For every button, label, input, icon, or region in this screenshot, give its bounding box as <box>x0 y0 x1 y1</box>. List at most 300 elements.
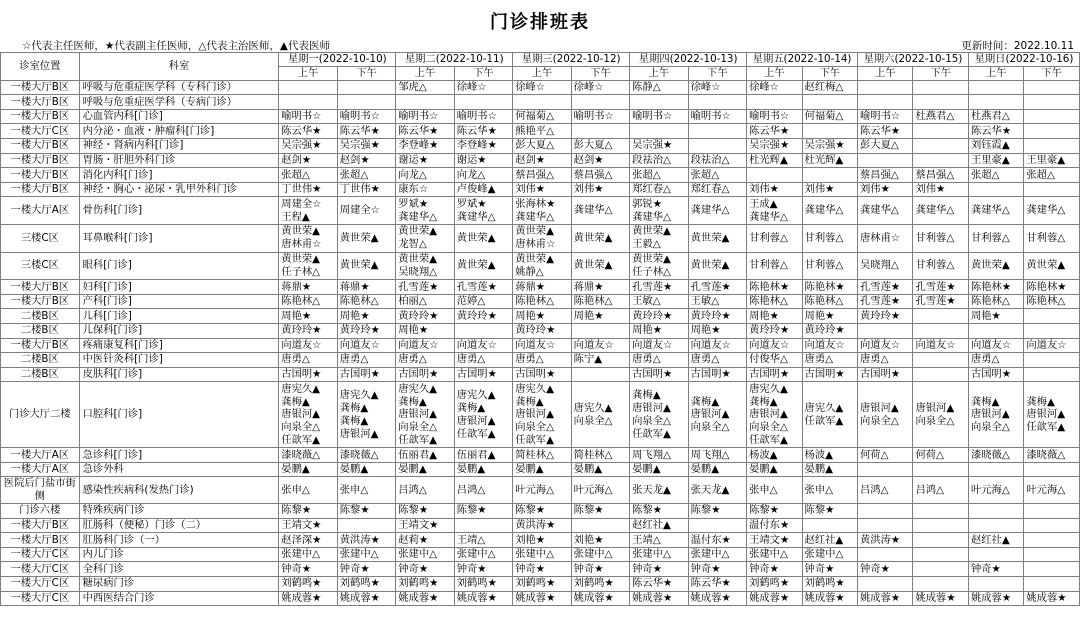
header-pm: 下午 <box>454 66 512 80</box>
doctor-name: 姚成蓉★ <box>804 592 845 605</box>
header-day: 星期二(2022-10-11) <box>396 53 513 67</box>
doctor-name: 向道友☆ <box>690 338 731 351</box>
am-shift-cell <box>858 280 913 295</box>
clinic-location: 二楼B区 <box>1 309 80 324</box>
am-shift-cell <box>630 280 688 295</box>
doctor-name: 古国明★ <box>281 368 322 381</box>
header-day: 星期四(2022-10-13) <box>630 53 747 67</box>
pm-shift-cell <box>802 448 857 463</box>
doctor-name: 何福菊△ <box>515 110 554 123</box>
doctor-name: 黄世荣▲ <box>970 259 1010 272</box>
pm-shift-cell <box>571 280 629 295</box>
doctor-name: 唐林甫☆ <box>515 238 556 251</box>
clinic-location: 门诊六楼 <box>1 504 80 519</box>
am-shift-cell <box>968 294 1023 309</box>
pm-shift-cell <box>337 224 395 252</box>
am-shift-cell <box>279 448 337 463</box>
doctor-name: 姚成蓉★ <box>1026 592 1067 605</box>
table-row <box>1 591 1080 606</box>
pm-shift-cell <box>454 577 512 592</box>
am-shift-cell <box>396 504 454 519</box>
header-am: 上午 <box>513 66 571 80</box>
doctor-name: 唐宪久▲ <box>398 382 438 395</box>
doctor-name: 唐林甫☆ <box>281 238 322 251</box>
header-pm: 下午 <box>1024 66 1080 80</box>
am-shift-cell <box>396 518 454 533</box>
pm-shift-cell <box>571 367 629 382</box>
doctor-name: 孔雪莲★ <box>456 280 497 293</box>
doctor-name: 陈宁▲ <box>573 353 603 366</box>
pm-shift-cell <box>802 353 857 368</box>
doctor-name: 刘鹤鸣★ <box>456 577 497 590</box>
pm-shift-cell <box>337 309 395 324</box>
department-name: 呼吸与危重症医学科（专病门诊） <box>79 95 279 110</box>
doctor-name: 吕鸿△ <box>860 483 889 496</box>
clinic-location: 一楼大厅A区 <box>1 197 80 225</box>
header-row-days <box>1 53 1080 67</box>
am-shift-cell <box>747 518 802 533</box>
doctor-name: 任子林△ <box>632 265 671 278</box>
doctor-name: 喻明书☆ <box>573 110 614 123</box>
header-pm: 下午 <box>802 66 857 80</box>
pm-shift-cell <box>913 462 968 477</box>
pm-shift-cell <box>688 124 746 139</box>
doctor-name: 吴宗强★ <box>632 139 673 152</box>
am-shift-cell <box>279 109 337 124</box>
pm-shift-cell <box>337 294 395 309</box>
am-shift-cell <box>513 533 571 548</box>
doctor-name: 姚成蓉★ <box>456 592 497 605</box>
am-shift-cell <box>968 533 1023 548</box>
am-shift-cell <box>513 153 571 168</box>
pm-shift-cell <box>688 182 746 197</box>
clinic-location: 一楼大厅C区 <box>1 591 80 606</box>
am-shift-cell <box>858 138 913 153</box>
doctor-name: 周飞翔△ <box>690 448 730 461</box>
pm-shift-cell <box>802 577 857 592</box>
am-shift-cell <box>968 547 1023 562</box>
doctor-name: 吴宗强★ <box>339 139 380 152</box>
am-shift-cell <box>630 182 688 197</box>
doctor-name: 向泉全△ <box>515 421 554 434</box>
pm-shift-cell <box>913 448 968 463</box>
pm-shift-cell <box>688 353 746 368</box>
am-shift-cell <box>630 504 688 519</box>
doctor-name: 钟奇★ <box>281 562 312 575</box>
doctor-name: 龚建华△ <box>860 204 899 217</box>
am-shift-cell <box>858 518 913 533</box>
doctor-name: 周艳★ <box>339 309 370 322</box>
doctor-name: 叶元海△ <box>573 483 613 496</box>
doctor-name: 唐银河▲ <box>515 408 554 421</box>
pm-shift-cell <box>1024 280 1080 295</box>
pm-shift-cell <box>454 309 512 324</box>
doctor-name: 钟奇★ <box>515 562 546 575</box>
pm-shift-cell <box>337 168 395 183</box>
doctor-name: 蒋鼎★ <box>573 280 604 293</box>
department-name: 中医针灸科[门诊] <box>79 353 279 368</box>
doctor-name: 吕鸿△ <box>915 483 944 496</box>
doctor-name: 张建中△ <box>690 548 730 561</box>
pm-shift-cell <box>913 504 968 519</box>
table-row <box>1 504 1080 519</box>
pm-shift-cell <box>571 504 629 519</box>
doctor-name: 古国明★ <box>515 368 556 381</box>
pm-shift-cell <box>571 138 629 153</box>
table-row <box>1 353 1080 368</box>
doctor-name: 刘艳★ <box>515 533 546 546</box>
am-shift-cell <box>747 382 802 448</box>
am-shift-cell <box>279 504 337 519</box>
doctor-name: 唐勇△ <box>398 353 427 366</box>
doctor-name: 张超△ <box>632 168 661 181</box>
am-shift-cell <box>396 280 454 295</box>
department-name: 儿保科[门诊] <box>79 323 279 338</box>
doctor-name: 唐宪久▲ <box>515 382 554 395</box>
doctor-name: 刘伟★ <box>749 183 779 196</box>
department-name: 疼痛康复科[门诊] <box>79 338 279 353</box>
am-shift-cell <box>630 382 688 448</box>
doctor-name: 刘伟★ <box>515 183 546 196</box>
department-name: 内儿门诊 <box>79 547 279 562</box>
doctor-name: 陈云华★ <box>456 124 497 137</box>
pm-shift-cell <box>802 323 857 338</box>
am-shift-cell <box>747 353 802 368</box>
am-shift-cell <box>396 338 454 353</box>
doctor-name: 任歆军▲ <box>804 414 844 427</box>
pm-shift-cell <box>571 462 629 477</box>
doctor-name: 漆晓薇△ <box>339 448 379 461</box>
legend-text: ☆代表主任医师，★代表副主任医师，△代表主治医师，▲代表医师 <box>22 40 330 52</box>
doctor-name: 晏鹏▲ <box>632 463 661 476</box>
pm-shift-cell <box>454 138 512 153</box>
am-shift-cell <box>279 309 337 324</box>
table-row <box>1 197 1080 225</box>
pm-shift-cell <box>913 168 968 183</box>
am-shift-cell <box>968 124 1023 139</box>
am-shift-cell <box>513 547 571 562</box>
am-shift-cell <box>858 153 913 168</box>
doctor-name: 赵剑★ <box>573 153 604 166</box>
pm-shift-cell <box>1024 309 1080 324</box>
doctor-name: 徐峰☆ <box>515 80 546 93</box>
pm-shift-cell <box>337 323 395 338</box>
doctor-name: 向道友☆ <box>573 338 614 351</box>
am-shift-cell <box>630 477 688 504</box>
doctor-name: 龚建华△ <box>804 204 844 217</box>
pm-shift-cell <box>913 323 968 338</box>
am-shift-cell <box>630 323 688 338</box>
doctor-name: 陈艳林△ <box>515 295 554 308</box>
doctor-name: 张天龙▲ <box>690 483 730 496</box>
pm-shift-cell <box>688 138 746 153</box>
doctor-name: 龚建华△ <box>1026 204 1066 217</box>
doctor-name: 张建中△ <box>398 548 438 561</box>
doctor-name: 张建中△ <box>804 548 844 561</box>
doctor-name: 唐勇△ <box>690 353 720 366</box>
pm-shift-cell <box>571 124 629 139</box>
am-shift-cell <box>968 353 1023 368</box>
doctor-name: 郑红春△ <box>690 183 730 196</box>
am-shift-cell <box>513 591 571 606</box>
schedule-table <box>0 52 1080 606</box>
doctor-name: 向道友☆ <box>632 338 673 351</box>
am-shift-cell <box>513 518 571 533</box>
pm-shift-cell <box>571 224 629 252</box>
doctor-name: 熊艳平△ <box>515 124 554 137</box>
doctor-name: 吕鸿△ <box>398 483 427 496</box>
doctor-name: 黄玲玲★ <box>339 324 380 337</box>
department-name: 口腔科[门诊] <box>79 382 279 448</box>
am-shift-cell <box>513 294 571 309</box>
doctor-name: 王敏△ <box>690 295 720 308</box>
doctor-name: 姚成蓉★ <box>398 592 439 605</box>
am-shift-cell <box>513 138 571 153</box>
clinic-location: 一楼大厅B区 <box>1 168 80 183</box>
clinic-location: 一楼大厅B区 <box>1 138 80 153</box>
am-shift-cell <box>747 309 802 324</box>
doctor-name: 姚成蓉★ <box>632 592 673 605</box>
doctor-name: 任歆军▲ <box>281 433 321 446</box>
pm-shift-cell <box>454 533 512 548</box>
doctor-name: 蒋鼎★ <box>339 280 370 293</box>
am-shift-cell <box>279 252 337 280</box>
pm-shift-cell <box>571 182 629 197</box>
doctor-name: 刘伟★ <box>860 183 890 196</box>
pm-shift-cell <box>454 294 512 309</box>
table-row <box>1 367 1080 382</box>
pm-shift-cell <box>454 168 512 183</box>
table-row <box>1 80 1080 95</box>
doctor-name: 张天龙▲ <box>632 483 671 496</box>
doctor-name: 赵剑★ <box>281 153 312 166</box>
pm-shift-cell <box>913 338 968 353</box>
pm-shift-cell <box>1024 353 1080 368</box>
pm-shift-cell <box>913 80 968 95</box>
doctor-name: 刘钰霞▲ <box>970 139 1010 152</box>
doctor-name: 喻明书☆ <box>281 110 322 123</box>
doctor-name: 唐银河▲ <box>915 401 955 414</box>
doctor-name: 龚梅▲ <box>339 401 369 414</box>
department-name: 产科[门诊] <box>79 294 279 309</box>
am-shift-cell <box>513 252 571 280</box>
pm-shift-cell <box>1024 518 1080 533</box>
doctor-name: 唐宪久▲ <box>749 382 788 395</box>
doctor-name: 陈黎★ <box>398 504 429 517</box>
department-name: 消化内科[门诊] <box>79 168 279 183</box>
am-shift-cell <box>513 477 571 504</box>
pm-shift-cell <box>913 109 968 124</box>
doctor-name: 向道友☆ <box>398 338 439 351</box>
doctor-name: 钟奇★ <box>804 562 835 575</box>
pm-shift-cell <box>337 353 395 368</box>
header-pm: 下午 <box>337 66 395 80</box>
doctor-name: 罗斌★ <box>398 197 429 210</box>
am-shift-cell <box>396 224 454 252</box>
pm-shift-cell <box>337 504 395 519</box>
doctor-name: 陈艳林★ <box>749 280 790 293</box>
am-shift-cell <box>968 562 1023 577</box>
header-location: 诊室位置 <box>1 53 80 81</box>
doctor-name: 钟奇★ <box>339 562 370 575</box>
pm-shift-cell <box>454 224 512 252</box>
department-name: 特殊疾病门诊 <box>79 504 279 519</box>
am-shift-cell <box>630 591 688 606</box>
doctor-name: 赵红社▲ <box>804 533 844 546</box>
am-shift-cell <box>747 577 802 592</box>
am-shift-cell <box>747 124 802 139</box>
pm-shift-cell <box>1024 124 1080 139</box>
am-shift-cell <box>968 80 1023 95</box>
am-shift-cell <box>513 448 571 463</box>
doctor-name: 姚成蓉★ <box>970 592 1012 605</box>
pm-shift-cell <box>1024 591 1080 606</box>
doctor-name: 黄世荣▲ <box>690 231 730 244</box>
table-row <box>1 562 1080 577</box>
table-row <box>1 518 1080 533</box>
doctor-name: 喻明书☆ <box>339 110 380 123</box>
am-shift-cell <box>858 367 913 382</box>
am-shift-cell <box>513 577 571 592</box>
am-shift-cell <box>968 153 1023 168</box>
pm-shift-cell <box>571 252 629 280</box>
am-shift-cell <box>513 280 571 295</box>
am-shift-cell <box>968 448 1023 463</box>
table-row <box>1 309 1080 324</box>
doctor-name: 甘利蓉△ <box>804 259 844 272</box>
pm-shift-cell <box>688 591 746 606</box>
pm-shift-cell <box>688 252 746 280</box>
pm-shift-cell <box>337 138 395 153</box>
pm-shift-cell <box>802 294 857 309</box>
doctor-name: 唐勇△ <box>456 353 486 366</box>
pm-shift-cell <box>802 80 857 95</box>
doctor-name: 吕鸿△ <box>456 483 486 496</box>
doctor-name: 黄世荣▲ <box>1026 259 1066 272</box>
pm-shift-cell <box>802 182 857 197</box>
pm-shift-cell <box>688 224 746 252</box>
am-shift-cell <box>396 138 454 153</box>
doctor-name: 陈艳林△ <box>970 295 1010 308</box>
doctor-name: 陈艳林△ <box>339 295 379 308</box>
pm-shift-cell <box>913 562 968 577</box>
clinic-location: 一楼大厅C区 <box>1 562 80 577</box>
doctor-name: 罗斌★ <box>456 197 487 210</box>
pm-shift-cell <box>337 477 395 504</box>
pm-shift-cell <box>802 109 857 124</box>
doctor-name: 赵莉★ <box>398 533 429 546</box>
pm-shift-cell <box>337 577 395 592</box>
am-shift-cell <box>858 294 913 309</box>
doctor-name: 陈艳林△ <box>749 295 788 308</box>
am-shift-cell <box>630 353 688 368</box>
doctor-name: 黄玲玲★ <box>515 324 556 337</box>
pm-shift-cell <box>688 477 746 504</box>
am-shift-cell <box>968 197 1023 225</box>
am-shift-cell <box>279 153 337 168</box>
doctor-name: 张申△ <box>281 483 310 496</box>
pm-shift-cell <box>337 153 395 168</box>
doctor-name: 郭锐★ <box>632 197 662 210</box>
doctor-name: 唐银河▲ <box>1026 408 1066 421</box>
pm-shift-cell <box>802 591 857 606</box>
doctor-name: 杜燕君△ <box>915 110 955 123</box>
doctor-name: 甘利蓉△ <box>749 231 788 244</box>
doctor-name: 古国明★ <box>632 368 673 381</box>
pm-shift-cell <box>688 577 746 592</box>
doctor-name: 陈云华★ <box>690 577 731 590</box>
doctor-name: 晏鹏▲ <box>804 463 834 476</box>
doctor-name: 甘利蓉△ <box>1026 231 1066 244</box>
am-shift-cell <box>513 367 571 382</box>
doctor-name: 张超△ <box>690 168 720 181</box>
am-shift-cell <box>513 124 571 139</box>
table-row <box>1 168 1080 183</box>
table-row <box>1 577 1080 592</box>
doctor-name: 钟奇★ <box>749 562 779 575</box>
pm-shift-cell <box>337 280 395 295</box>
am-shift-cell <box>630 562 688 577</box>
doctor-name: 姚成蓉★ <box>573 592 614 605</box>
doctor-name: 黄世荣▲ <box>515 225 554 238</box>
doctor-name: 陈黎★ <box>339 504 370 517</box>
am-shift-cell <box>396 533 454 548</box>
am-shift-cell <box>858 338 913 353</box>
pm-shift-cell <box>454 338 512 353</box>
doctor-name: 卢俊峰▲ <box>456 183 496 196</box>
doctor-name: 唐银河▲ <box>456 414 496 427</box>
doctor-name: 向泉全△ <box>398 421 438 434</box>
pm-shift-cell <box>913 591 968 606</box>
doctor-name: 漆晓薇△ <box>1026 448 1066 461</box>
am-shift-cell <box>747 294 802 309</box>
am-shift-cell <box>630 124 688 139</box>
pm-shift-cell <box>688 504 746 519</box>
pm-shift-cell <box>913 224 968 252</box>
doctor-name: 刘鹤鸣★ <box>339 577 380 590</box>
doctor-name: 陈黎★ <box>632 504 662 517</box>
doctor-name: 向泉全△ <box>690 421 730 434</box>
pm-shift-cell <box>913 367 968 382</box>
doctor-name: 蒋鼎★ <box>281 280 312 293</box>
doctor-name: 刘鹤鸣★ <box>573 577 614 590</box>
doctor-name: 向道友☆ <box>339 338 380 351</box>
am-shift-cell <box>968 577 1023 592</box>
doctor-name: 蔡昌强△ <box>573 168 613 181</box>
department-name: 妇科[门诊] <box>79 280 279 295</box>
pm-shift-cell <box>688 533 746 548</box>
doctor-name: 姚成蓉★ <box>515 592 556 605</box>
doctor-name: 孔雪莲★ <box>632 280 673 293</box>
doctor-name: 龚建华△ <box>573 204 613 217</box>
am-shift-cell <box>858 124 913 139</box>
doctor-name: 简桂林△ <box>573 448 613 461</box>
am-shift-cell <box>747 80 802 95</box>
doctor-name: 向道友☆ <box>281 338 322 351</box>
pm-shift-cell <box>802 338 857 353</box>
doctor-name: 蒋鼎★ <box>515 280 546 293</box>
pm-shift-cell <box>454 562 512 577</box>
am-shift-cell <box>396 591 454 606</box>
doctor-name: 彭大夏△ <box>515 139 554 152</box>
pm-shift-cell <box>1024 547 1080 562</box>
doctor-name: 甘利蓉△ <box>915 259 955 272</box>
am-shift-cell <box>279 294 337 309</box>
doctor-name: 王成▲ <box>749 197 778 210</box>
clinic-location: 一楼大厅B区 <box>1 153 80 168</box>
pm-shift-cell <box>454 591 512 606</box>
doctor-name: 何福菊△ <box>804 110 844 123</box>
